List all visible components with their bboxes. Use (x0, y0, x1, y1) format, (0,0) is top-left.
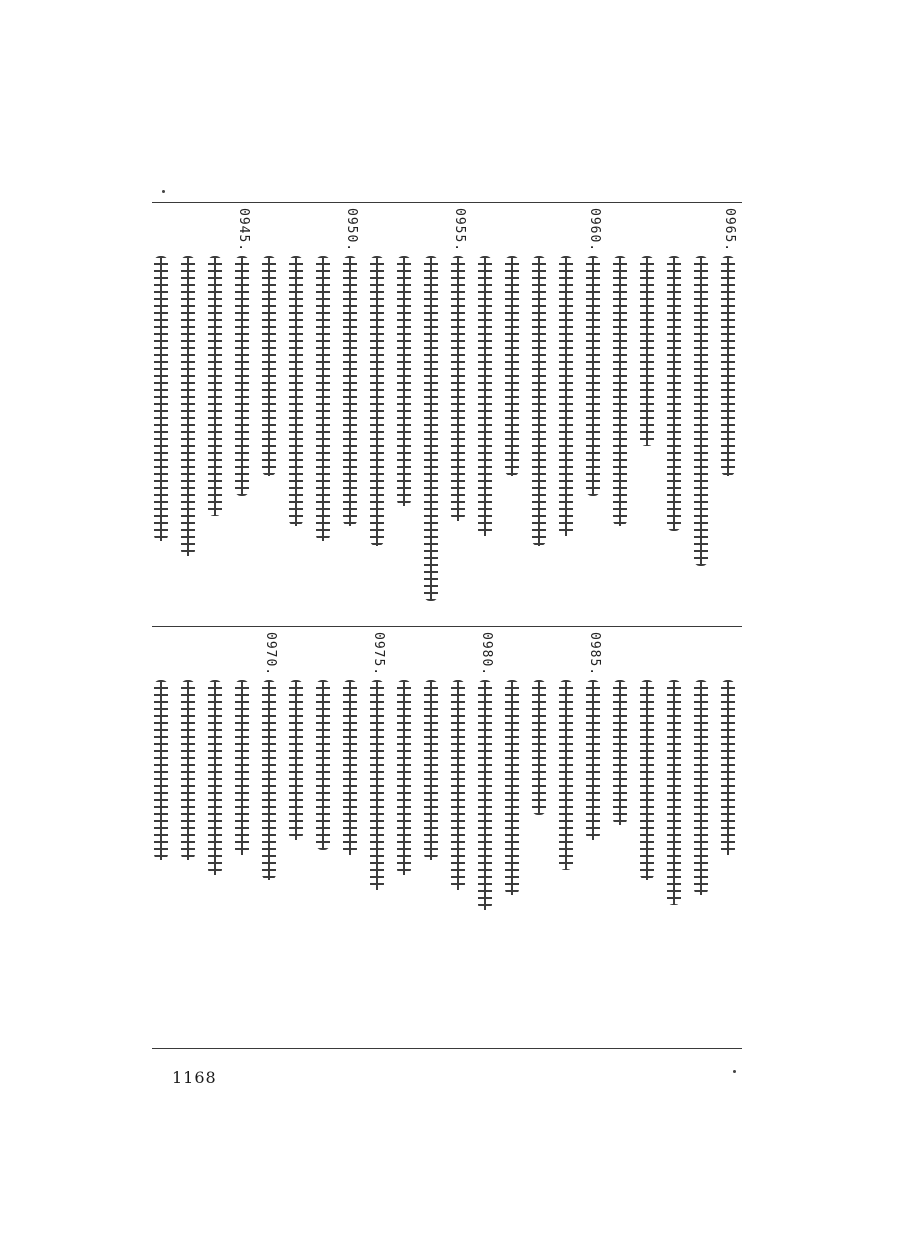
text-line (392, 630, 416, 1046)
text-line (338, 630, 362, 1046)
text-line (419, 206, 443, 622)
text-line (662, 630, 686, 1046)
text-line (446, 206, 470, 622)
text-line (689, 206, 713, 622)
vertical-script-text (235, 256, 249, 496)
text-line (500, 206, 524, 622)
text-line (392, 206, 416, 622)
text-line (365, 630, 389, 1046)
vertical-script-text (289, 680, 303, 840)
vertical-script-text (208, 680, 222, 875)
text-line (608, 630, 632, 1046)
vertical-script-text (262, 680, 276, 880)
text-line (473, 630, 497, 1046)
speck (162, 190, 165, 193)
text-line (149, 206, 173, 622)
text-line (176, 206, 200, 622)
text-line (257, 206, 281, 622)
vertical-script-text (532, 256, 546, 546)
vertical-script-text (424, 256, 438, 601)
line-marker: 0960. (587, 208, 602, 253)
vertical-script-text (316, 256, 330, 541)
vertical-script-text (370, 256, 384, 546)
bottom-rule (152, 1048, 742, 1049)
text-line (581, 630, 605, 1046)
line-marker: 0980. (479, 632, 494, 677)
text-line (554, 206, 578, 622)
text-line (365, 206, 389, 622)
vertical-script-text (559, 256, 573, 536)
line-marker: 0945. (236, 208, 251, 253)
text-line (716, 206, 740, 622)
vertical-script-text (640, 256, 654, 446)
text-line (473, 206, 497, 622)
text-line (419, 630, 443, 1046)
text-line (635, 206, 659, 622)
text-line (527, 630, 551, 1046)
vertical-script-text (181, 256, 195, 556)
text-line (608, 206, 632, 622)
vertical-script-text (721, 256, 735, 476)
vertical-script-text (262, 256, 276, 476)
vertical-script-text (451, 680, 465, 890)
vertical-script-text (586, 680, 600, 840)
vertical-script-text (694, 680, 708, 895)
vertical-script-text (235, 680, 249, 855)
text-line (230, 206, 254, 622)
text-line (149, 630, 173, 1046)
text-line (338, 206, 362, 622)
middle-rule (152, 626, 742, 627)
text-line (203, 206, 227, 622)
vertical-script-text (181, 680, 195, 860)
page-number: 1168 (172, 1068, 217, 1087)
text-line (500, 630, 524, 1046)
top-rule (152, 202, 742, 203)
text-line (203, 630, 227, 1046)
text-line (311, 206, 335, 622)
line-marker: 0955. (452, 208, 467, 253)
text-line (257, 630, 281, 1046)
vertical-script-text (451, 256, 465, 521)
text-line (284, 206, 308, 622)
vertical-script-text (154, 680, 168, 860)
text-line (716, 630, 740, 1046)
vertical-script-text (559, 680, 573, 870)
text-line (527, 206, 551, 622)
vertical-script-text (613, 256, 627, 526)
line-marker: 0985. (587, 632, 602, 677)
line-marker: 0965. (722, 208, 737, 253)
vertical-script-text (370, 680, 384, 890)
lower-text-block (152, 630, 742, 1044)
vertical-script-text (208, 256, 222, 516)
text-line (554, 630, 578, 1046)
vertical-script-text (721, 680, 735, 855)
text-line (581, 206, 605, 622)
text-line (662, 206, 686, 622)
vertical-script-text (316, 680, 330, 850)
vertical-script-text (289, 256, 303, 526)
vertical-script-text (397, 256, 411, 506)
vertical-script-text (694, 256, 708, 566)
vertical-script-text (424, 680, 438, 860)
line-marker: 0975. (371, 632, 386, 677)
text-line (446, 630, 470, 1046)
line-marker: 0950. (344, 208, 359, 253)
vertical-script-text (667, 680, 681, 905)
vertical-script-text (667, 256, 681, 531)
line-marker: 0970. (263, 632, 278, 677)
vertical-script-text (478, 680, 492, 910)
text-line (230, 630, 254, 1046)
vertical-script-text (640, 680, 654, 880)
vertical-script-text (343, 256, 357, 526)
vertical-script-text (343, 680, 357, 855)
vertical-script-text (397, 680, 411, 875)
text-line (635, 630, 659, 1046)
upper-text-block (152, 206, 742, 622)
vertical-script-text (532, 680, 546, 815)
vertical-script-text (505, 256, 519, 476)
text-line (689, 630, 713, 1046)
vertical-script-text (478, 256, 492, 536)
text-line (311, 630, 335, 1046)
vertical-script-text (586, 256, 600, 496)
vertical-script-text (613, 680, 627, 825)
text-line (176, 630, 200, 1046)
vertical-script-text (154, 256, 168, 541)
text-line (284, 630, 308, 1046)
vertical-script-text (505, 680, 519, 895)
speck (733, 1070, 736, 1073)
